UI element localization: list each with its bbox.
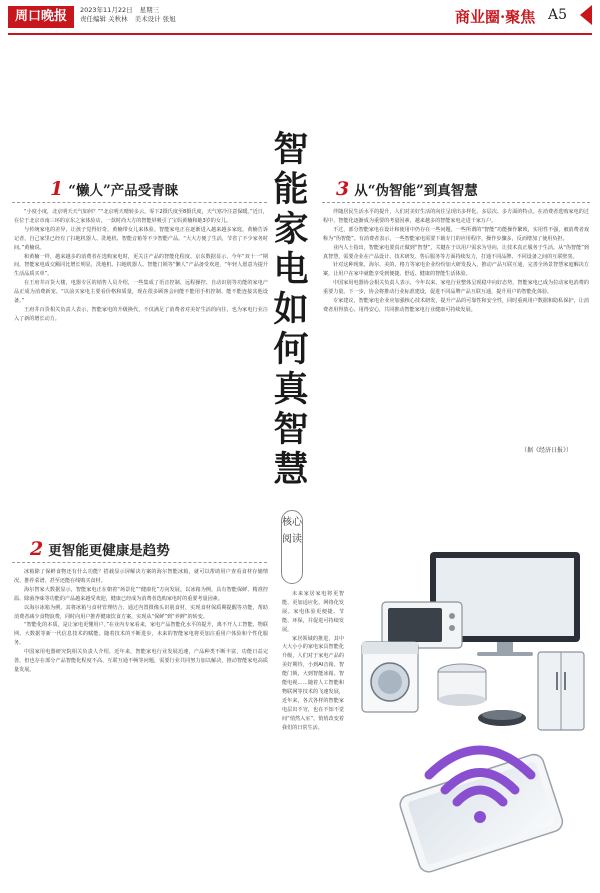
smartphone-wifi-illustration — [365, 720, 590, 880]
microwave-icon — [382, 602, 462, 648]
editor-credit: 责任编辑 关秋林 — [80, 15, 128, 23]
art-editor-credit: 美术设计 张旭 — [134, 15, 176, 23]
section-3-title: 从“伪智能”到真智慧 — [354, 183, 478, 199]
section-3-rule — [322, 202, 590, 203]
page-number: A5 — [548, 7, 568, 23]
section-2-paragraph: 冰箱除了保鲜食物还有什么功能？搭载显示屏解决方案的海尔智能冰箱，就可以帮助用户查看食材存储情况、推荐菜谱，甚至还能在线购买食材。 — [14, 569, 268, 584]
section-1-header — [50, 180, 178, 198]
section-2-rule — [12, 562, 267, 563]
section-2-paragraph: “智能化的本质，是让家电更懂用户。”在业内专家看来，家电产品智能化水平的提升，离不开人工智能、物联网、大数据等新一代信息技术的赋能。随着技术的不断进步，未来的智能家电将更加注重用户体验和个性化服务。 — [14, 622, 268, 647]
section-3-paragraph: 中国家用电器协会相关负责人表示，今年以来，家电行业整体呈现稳中向好态势，智能家电已成为拉动家电消费的重要力量。下一步，协会将推动行业标准建设，促进不同品牌产品互联互通，提升用户的智能化体验。 — [323, 280, 589, 296]
section-2-paragraph: 中国家用电器研究院相关负责人介绍，近年来，智能家电行业发展迅速，产品种类不断丰富，功能日益完善，但也存在部分产品智能化程度不高、互联互通不畅等问题，需要行业共同努力加以解决，推动智能家电高质量发展。 — [14, 649, 268, 673]
section-1-paragraph: 与传统家电的差异，让孩子觉得好奇，黄楠带女儿来体验。智能家电正在逐渐进入越来越多家庭。黄楠告诉记者，自己家里已经有了扫地机器人、洗地机、智能音箱等不少智能产品。“大大方便了生活，节省了不少家务时间。”黄楠说。 — [14, 226, 268, 251]
section-3-number: 3 — [336, 178, 350, 200]
section-3-body — [323, 208, 589, 440]
section-1-paragraph: 在王府井百货大楼，电器专区的销售人员介绍，一些集成了语音控制、远程操控、自动识别等功能的家电产品正成为消费新宠。“以前买家电主要看价格和质量，现在很多顾客会问能不能用手机控制、能不能连接其他设备。” — [14, 280, 268, 305]
rice-cooker-icon — [438, 664, 486, 706]
section-name: 商业圈·聚焦 — [455, 8, 536, 26]
section-2-title: 更智能更健康是趋势 — [48, 543, 170, 559]
section-2-paragraph: 以海尔冰箱为例，其将冰箱与食材管理结合，通过内置摄像头识别食材，实现食材保质期提醒等功能，帮助消费者减少食物浪费，同时向用户推荐健康饮食方案，实现从“保鲜”到“养鲜”的转变。 — [14, 604, 268, 620]
issue-weekday: 星期三 — [139, 6, 160, 14]
washing-machine-icon — [362, 642, 418, 712]
appliances-illustration — [342, 542, 592, 732]
header-meta — [80, 6, 181, 24]
source-credit: （据《经济日报》） — [521, 447, 573, 454]
header-rule — [8, 33, 592, 35]
section-2-paragraph: 海尔智家大数据显示，智能家电正在朝着“场景化”“健康化”方向发展。以冰箱为例，具有智能保鲜、精准控温、除菌净味等功能的产品越来越受欢迎，健康已经成为消费者选购家电时的重要考量因素。 — [14, 586, 268, 602]
section-3-paragraph: 业内人士指出，智能家电要真正做到“智慧”，关键在于以用户需求为导向，让技术真正服务于生活。从“伪智能”到真智慧，需要企业在产品设计、技术研发、售后服务等方面持续发力，打通不同品牌、不同设备之间的互联壁垒。 — [323, 244, 589, 260]
section-1-paragraph: 王府井百货相关负责人表示，智能家电的升级换代，不仅满足了消费者对美好生活的向往，也为家电行业注入了新的增长动力。 — [14, 306, 268, 322]
side-column-body — [282, 590, 344, 886]
paper-masthead: 周口晚报 — [8, 6, 74, 28]
section-2-number: 2 — [30, 538, 44, 560]
main-headline: 智能家电如何真智慧 — [273, 129, 309, 490]
section-1-title: “懒人”产品受青睐 — [68, 183, 179, 199]
side-column-paragraph: 家居领域的推进，其中大大小小的家电家具智能化升级，人们对于家电产品的美好期待，小到AI音箱、智能门锁，大到智能冰箱、智能电视……随着人工智能和物联网等技术的飞速发展，近年来，各式各样的智能家电层出不穷，也在不知不觉间“悄然入室”，悄悄改变着我们的日常生活。 — [282, 635, 344, 731]
section-3-header — [336, 180, 478, 198]
section-3-paragraph: 专家建议，智能家电企业应加强核心技术研发，提升产品的可靠性和安全性，同时重视用户数据和隐私保护，让消费者用得放心、用得安心，共同推动智能家电行业健康可持续发展。 — [323, 298, 589, 313]
refrigerator-icon — [538, 652, 584, 730]
section-3-paragraph: 伴随居民生活水平的提升，人们对美好生活的向往呈现出多样化、多层次、多方面的特点。在消费者选购家电的过程中，智能化逐渐成为重要的考量因素，越来越多的智能家电走进千家万户。 — [323, 209, 589, 224]
section-3-paragraph: 不过，部分智能家电在设计和使用中仍存在一些问题，一些所谓的“智能”功能操作繁琐，实用性不强，被消费者戏称为“伪智能”。有消费者表示，一些智能家电需要下载专门的应用程序，操作步骤多，反而增加了使用负担。 — [323, 226, 589, 242]
issue-date: 2023年11月22日 — [80, 6, 133, 14]
side-column-paragraph: 未来家居家电将更智能、更加适应化、网络化发展。家电体验更便捷、节能、环保，并促进可持续发展。 — [282, 591, 344, 633]
section-2-body — [14, 568, 268, 880]
section-1-paragraph: 和黄楠一样，越来越多的消费者在选购家电时，更关注产品的智能化程度。京东数据显示，今年“双十一”期间，智能家电成交额同比增长明显，洗地机、扫地机器人、智能门锁等“懒人”产品备受欢迎，“年轻人愿意为提升生活品质买单”。 — [14, 253, 268, 278]
section-1-rule — [12, 202, 267, 203]
header-corner-marker — [580, 5, 592, 25]
section-2-header — [30, 540, 170, 558]
section-3-paragraph: 针对这种现象，海尔、美的、格力等家电企业纷纷加大研发投入，推动产品互联互通，完善全场景智慧家庭解决方案，让用户在家中就能享受到便捷、舒适、健康的智能生活体验。 — [323, 262, 589, 278]
core-reading-label: 核心阅读 — [281, 510, 303, 584]
section-1-paragraph: “小度小度，北京明天天气如何？”“北京明天晴转多云，零下2摄氏度至8摄氏度，天气寒冷注意保暖。”近日，在位于北京市南三环的京东之家体验店，一款时尚大方的智能屏吸引了宝妈黄楠和她3岁的女儿。 — [14, 209, 268, 224]
section-1-number: 1 — [50, 178, 64, 200]
section-1-body — [14, 208, 268, 528]
